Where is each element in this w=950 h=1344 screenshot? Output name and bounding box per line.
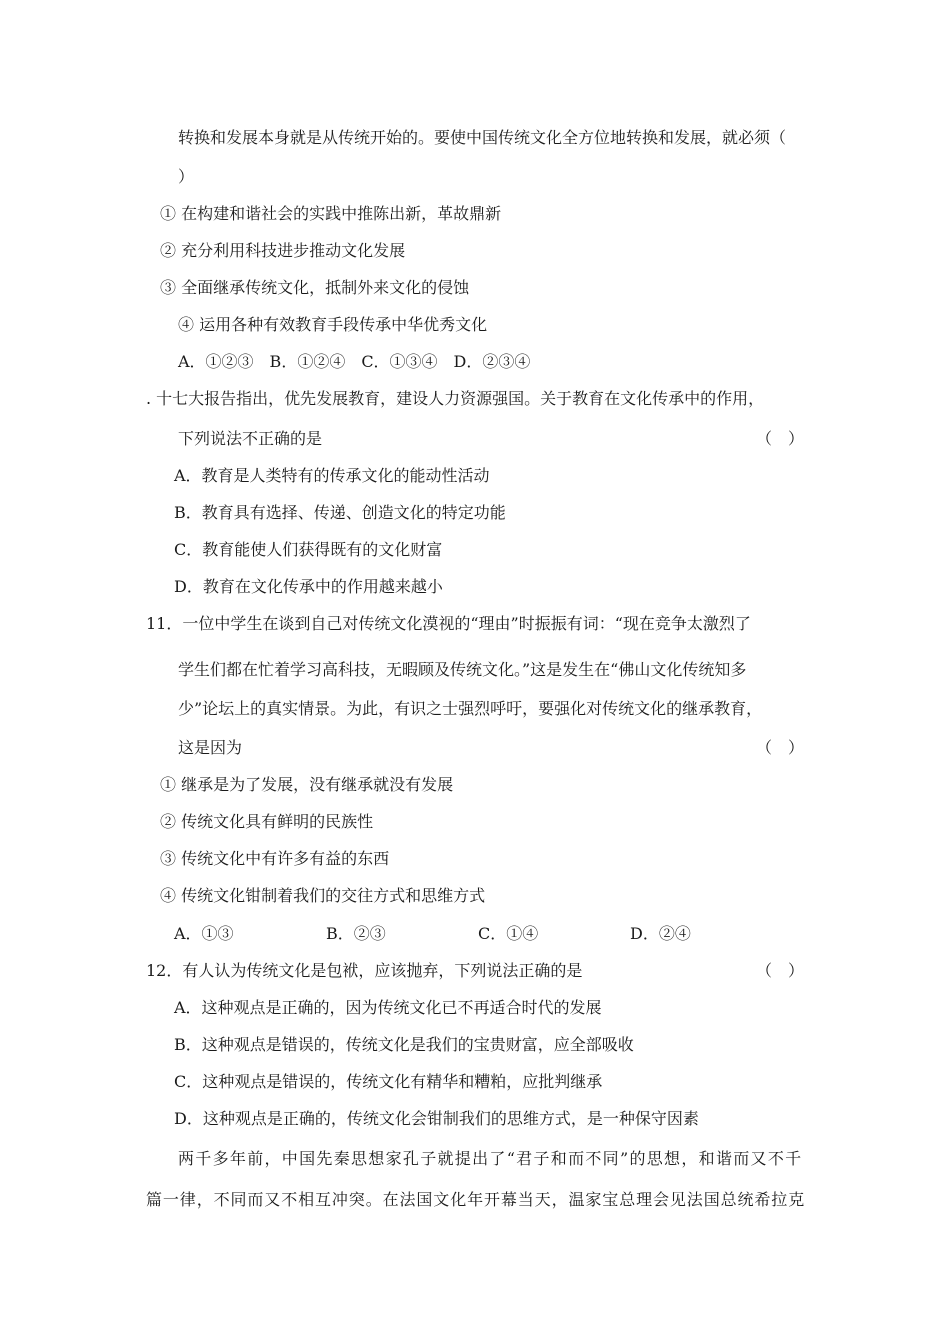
q10-answer-bracket: （ ） [756, 429, 805, 448]
q10-option-b: B．教育具有选择、传递、创造文化的特定功能 [174, 503, 506, 522]
q11-option-1: ① 继承是为了发展，没有继承就没有发展 [160, 775, 454, 794]
q10-stem-line-1: . 十七大报告指出，优先发展教育，建设人力资源强国。关于教育在文化传承中的作用， [146, 389, 765, 408]
q9-stem-line-2: ） [178, 167, 195, 186]
q12-option-c: C．这种观点是错误的，传统文化有精华和糟粕，应批判继承 [174, 1072, 603, 1091]
q11-stem-line-4: 这是因为 [178, 738, 243, 757]
q11-answer-bracket: （ ） [756, 738, 805, 757]
q12-option-d: D．这种观点是正确的，传统文化会钳制我们的思维方式，是一种保守因素 [174, 1109, 699, 1128]
q12-option-b: B．这种观点是错误的，传统文化是我们的宝贵财富，应全部吸收 [174, 1035, 634, 1054]
q11-stem-line-1: 11．一位中学生在谈到自己对传统文化漠视的“理由”时振振有词：“现在竞争太激烈了 [146, 614, 751, 633]
q11-option-2: ② 传统文化具有鲜明的民族性 [160, 812, 374, 831]
q11-choice-a: A．①③ [174, 924, 234, 943]
passage-line-1: 两千多年前，中国先秦思想家孔子就提出了“君子和而不同”的思想，和谐而又不千 [178, 1149, 803, 1168]
q11-choice-c: C．①④ [478, 924, 539, 943]
q10-stem-line-2: 下列说法不正确的是 [178, 429, 323, 448]
q11-option-4: ④ 传统文化钳制着我们的交往方式和思维方式 [160, 886, 486, 905]
q9-stem-line-1: 转换和发展本身就是从传统开始的。要使中国传统文化全方位地转换和发展，就必须（ [178, 128, 787, 147]
q10-option-c: C．教育能使人们获得既有的文化财富 [174, 540, 443, 559]
q9-option-4: ④ 运用各种有效教育手段传承中华优秀文化 [178, 315, 488, 334]
q11-stem-line-3: 少”论坛上的真实情景。为此，有识之士强烈呼吁，要强化对传统文化的继承教育， [178, 699, 763, 718]
q9-option-2: ② 充分利用科技进步推动文化发展 [160, 241, 406, 260]
q11-choice-b: B．②③ [326, 924, 386, 943]
q12-answer-bracket: （ ） [756, 961, 805, 980]
q11-choice-d: D．②④ [630, 924, 691, 943]
q11-option-3: ③ 传统文化中有许多有益的东西 [160, 849, 390, 868]
passage-line-2: 篇一律，不同而又不相互冲突。在法国文化年开幕当天，温家宝总理会见法国总统希拉克 [146, 1190, 806, 1209]
q10-option-d: D．教育在文化传承中的作用越来越小 [174, 577, 443, 596]
q9-option-3: ③ 全面继承传统文化，抵制外来文化的侵蚀 [160, 278, 470, 297]
q11-stem-line-2: 学生们都在忙着学习高科技，无暇顾及传统文化。”这是发生在“佛山文化传统知多 [178, 660, 747, 679]
q12-stem: 12．有人认为传统文化是包袱，应该抛弃，下列说法正确的是 [146, 961, 583, 980]
q9-choices: A．①②③ B．①②④ C．①③④ D．②③④ [178, 352, 531, 371]
q12-option-a: A．这种观点是正确的，因为传统文化已不再适合时代的发展 [174, 998, 602, 1017]
q9-option-1: ① 在构建和谐社会的实践中推陈出新，革故鼎新 [160, 204, 502, 223]
q10-option-a: A．教育是人类特有的传承文化的能动性活动 [174, 466, 490, 485]
